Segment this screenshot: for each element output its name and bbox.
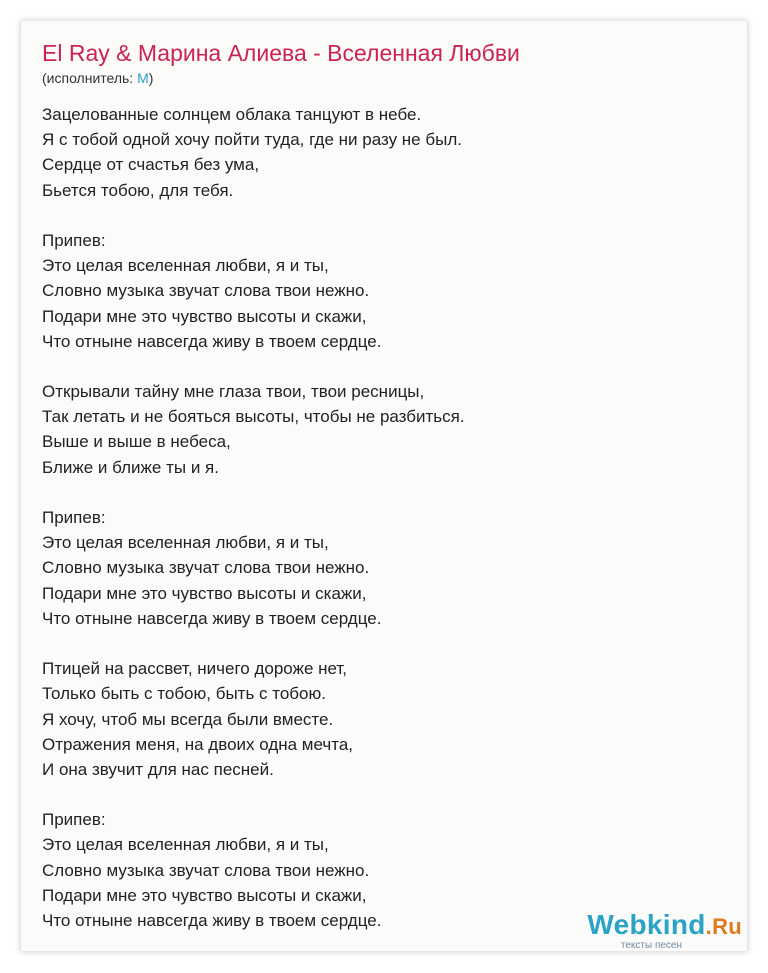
stanza-gap [42, 782, 722, 807]
lyric-line: Словно музыка звучат слова твои нежно. [42, 281, 370, 301]
lyric-line: Что отныне навсегда живу в твоем сердце. [42, 911, 382, 930]
lyric-line: Только быть с тобою, быть с тобою. [42, 684, 326, 704]
lyric-line: Это целая вселенная любви, я и ты, [42, 533, 329, 553]
lyric-line: Бьется тобою, для тебя. [42, 180, 234, 200]
logo-tld: .Ru [705, 914, 742, 939]
lyric-line: Что отныне навсегда живу в твоем сердце. [42, 331, 382, 351]
lyric-line: Припев: [42, 810, 106, 830]
logo-tagline: тексты песен [620, 940, 682, 951]
lyric-line: Выше и выше в небеса, [42, 432, 231, 452]
performer-prefix: (исполнитель: [42, 70, 138, 86]
lyric-line: Сердце от счастья без ума, [42, 155, 260, 175]
lyric-line: Ближе и ближе ты и я. [42, 457, 219, 477]
lyric-line: Так летать и не бояться высоты, чтобы не разбиться. [42, 407, 465, 427]
lyric-line: Это целая вселенная любви, я и ты, [42, 256, 329, 276]
lyric-line: Я хочу, чтоб мы всегда были вместе. [42, 709, 334, 729]
logo-wordmark [587, 910, 742, 942]
lyric-line: Подари мне это чувство высоты и скажи, [42, 583, 367, 603]
lyric-line: Словно музыка звучат слова твои нежно. [42, 558, 370, 578]
stanza-gap [42, 354, 722, 379]
lyric-line: Припев: [42, 230, 106, 250]
lyric-line: Я с тобой одной хочу пойти туда, где ни разу не был. [42, 130, 462, 150]
lyric-line: Птицей на рассвет, ничего дороже нет, [42, 659, 348, 679]
lyric-line: Отражения меня, на двоих одна мечта, [42, 734, 354, 754]
lyric-line: Словно музыка звучат слова твои нежно. [42, 860, 370, 880]
performer-link[interactable]: М [137, 70, 149, 86]
performer-suffix: ) [148, 70, 154, 86]
lyric-line: Открывали тайну мне глаза твои, твои ресницы, [42, 382, 425, 402]
lyric-line: Это целая вселенная любви, я и ты, [42, 835, 329, 855]
logo-main-text: Webkind [587, 909, 706, 940]
lyric-line: И она звучит для нас песней. [42, 759, 274, 779]
lyric-line: Припев: [42, 508, 106, 527]
stanza-gap [42, 631, 722, 656]
song-title: El Ray & Марина Алиева - Вселенная Любви [42, 40, 520, 66]
lyric-line: Что отныне навсегда живу в твоем сердце. [42, 608, 382, 628]
lyric-line: Зацелованные солнцем облака танцуют в небе. [42, 105, 422, 124]
lyrics-body [42, 102, 722, 933]
stanza-gap [42, 203, 722, 228]
performer-line [42, 69, 153, 87]
lyric-line: Подари мне это чувство высоты и скажи, [42, 885, 367, 905]
webkind-logo[interactable] [587, 910, 742, 951]
lyric-line: Подари мне это чувство высоты и скажи, [42, 306, 367, 326]
stanza-gap [42, 480, 722, 505]
